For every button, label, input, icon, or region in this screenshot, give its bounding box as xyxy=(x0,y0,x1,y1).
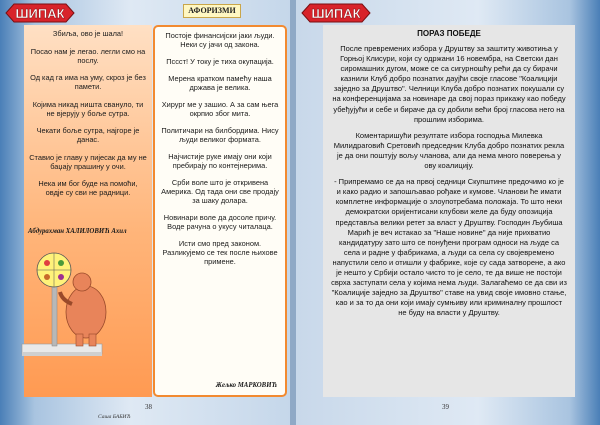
illustrator-signature: Саша БАБИЋ xyxy=(98,414,131,420)
aphorism: Новинари воле да досоле причу. Воде рачуна о укусу читалаца. xyxy=(163,213,277,231)
aphorism: Најчистије руке имају они који пребирају по контејнерима. xyxy=(168,152,272,170)
magazine-logo xyxy=(4,2,76,24)
author-signature: Абдурахман ХАЛИЛОВИЋ Ахил xyxy=(28,228,127,235)
aphorism: Исти смо пред законом. Разликујемо се тек после њихове примене. xyxy=(162,239,278,266)
article-paragraph: Коментаришући резултате избора господња Милевка Милидраговић Сретовић председник Клуба добро познатих рекла је да они поштују вољу чланова, али да нема много поверења у ову коалицију. xyxy=(333,130,565,171)
aphorism: Хирург ме у зашио. А за сам њега окрпио због мита. xyxy=(161,100,279,118)
aphorism: Нека им бог буде на помоћи, овдје су сви не радници. xyxy=(38,179,138,197)
left-page xyxy=(0,0,290,425)
aphorism-column-right xyxy=(153,25,287,397)
aphorism: Ставио је главу у пијесак да му не баџају прашину у очи. xyxy=(29,152,147,171)
article-title: ПОРАЗ ПОБЕДЕ xyxy=(417,29,481,38)
aphorism: Пссст! У току је тиха окупација. xyxy=(166,57,274,66)
author-signature: Жељко МАРКОВИЋ xyxy=(215,382,277,389)
aphorism: Политичари на билбордима. Нису људи великог формата. xyxy=(161,126,279,144)
aphorism: Од кад га има на уму, скроз је без памети. xyxy=(30,73,146,91)
aphorism: Којима никад ништа свануло, ти не вјерују у боље сутра. xyxy=(32,99,144,118)
magazine-logo xyxy=(300,2,372,24)
cartoon-illustration xyxy=(16,244,126,364)
article-paragraph: - Припремамо се да на првој седници Скупштине предочимо ко је и како радио и запошљавао рођаке и кумове. Чланови ће имати комплетне информације о злоупотребама положаја. То што неки демократски оријентисани клубови желе да буду опозиција представља велики ретет за власт у Друштву. Господин Љубиша Марић је веч истакао за "Наше новине" да није прихватио кандидатуру зато што се понуђени програм односи на људе са села и радне у фабрикама, а људи са села су својевремено напустили село и отишли у фабрике, које су сада затворене, а ако је нешто у Србији остало чисто то је село, те да више не постоји сврха заступати села у којима нема људи. Залагаћемо се да сви из "Коалиције заједно за Друштво" ставе на увид своје имовно стање, као и за то да они који имају сумњиву или криминалну прошлост не буду на власти у Друштву. xyxy=(331,177,567,318)
aphorism: Чекати боље сутра, најгоре је данас. xyxy=(36,126,140,144)
page-number: 39 xyxy=(442,403,449,411)
logo-text: ШИПАК xyxy=(15,6,65,21)
logo-text: ШИПАК xyxy=(311,6,361,21)
page-number: 38 xyxy=(145,403,152,411)
aphorism: Посао нам је легао. легли смо на послу. xyxy=(30,46,146,65)
aphorism: Збиља, ово је шала! xyxy=(52,29,124,38)
aphorism: Мерена кратком памећу наша држава је велика. xyxy=(168,74,272,92)
aphorism: Постоје финансијски јаки људи. Неки су јачи од закона. xyxy=(165,31,275,49)
section-title: АФОРИЗМИ xyxy=(183,4,241,18)
article-paragraph: После превремених избора у Друштву за заштиту животиња у Горњој Клисури, који су одржани 16 новембра, на Светски дан сиромашних дугом, може се са сигурношћу рећи да су бирачи казнили Клуб добро познатих даујћи своје гласове "Коалицији заједно за Друштво". Челници Клуба добро познатих покушали су на конференцијама за новинаре да свој пораз прикажу као победу убеђујући и себе и бираче да су добили већи број гласова него на прошлим изборима. xyxy=(332,44,566,124)
aphorism: Срби воле што је откривена Америка. Од тада они све продају за шаку долара. xyxy=(161,178,279,205)
article xyxy=(323,25,575,397)
